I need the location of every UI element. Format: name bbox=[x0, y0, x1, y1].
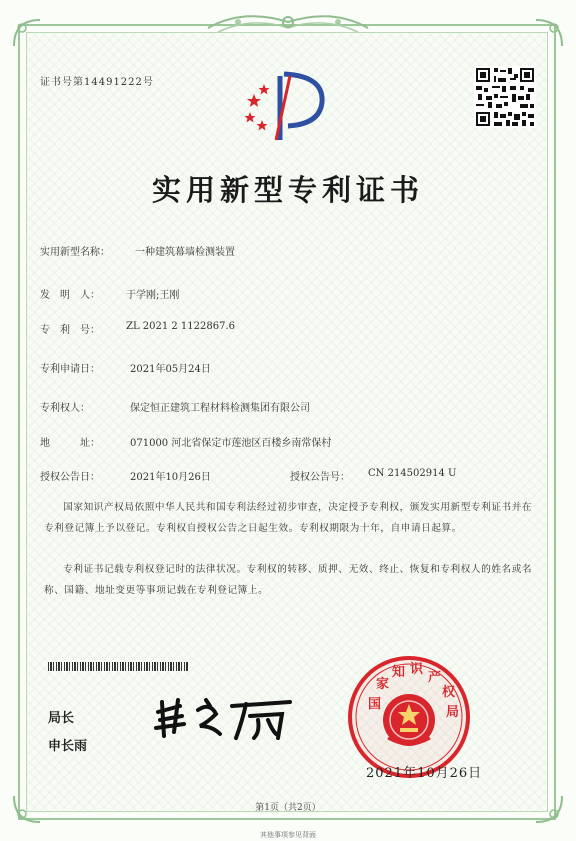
director-title: 局长 bbox=[48, 711, 75, 726]
patent-number-value: ZL 2021 2 1122867.6 bbox=[126, 321, 236, 332]
corner-ornament-top-left bbox=[10, 16, 44, 50]
director-name: 申长雨 bbox=[48, 739, 88, 754]
svg-text:产: 产 bbox=[428, 670, 442, 685]
svg-text:权: 权 bbox=[442, 685, 456, 700]
svg-text:局: 局 bbox=[446, 705, 460, 720]
page-number: 第1页（共2页） bbox=[255, 803, 321, 813]
seal-date: 2021年10月26日 bbox=[366, 766, 483, 781]
patentee-value: 保定恒正建筑工程材料检测集团有限公司 bbox=[130, 403, 310, 414]
svg-text:国: 国 bbox=[368, 697, 382, 712]
patent-number-label: 专 利 号： bbox=[40, 325, 100, 336]
barcode bbox=[48, 662, 188, 671]
utility-model-name-value: 一种建筑幕墙检测装置 bbox=[135, 247, 235, 258]
certificate-number: 证书号第14491222号 bbox=[40, 77, 154, 88]
handwritten-signature bbox=[150, 692, 300, 752]
patentee-label: 专利权人： bbox=[40, 403, 90, 414]
svg-text:家: 家 bbox=[376, 677, 390, 692]
address-label: 地 址： bbox=[40, 438, 100, 449]
grant-number-label: 授权公告号： bbox=[290, 472, 350, 483]
top-ornament bbox=[198, 8, 378, 38]
filing-date-label: 专利申请日： bbox=[40, 364, 100, 375]
address-value: 071000 河北省保定市莲池区百楼乡南常保村 bbox=[130, 438, 332, 449]
cnipa-logo-icon bbox=[240, 66, 332, 146]
svg-text:识: 识 bbox=[410, 662, 424, 677]
grant-statement-paragraph: 国家知识产权局依照中华人民共和国专利法经过初步审查，决定授予专利权，颁发实用新型专利证书并在专利登记簿上予以登记。专利权自授权公告之日起生效。专利权期限为十年，自申请日起算。 bbox=[44, 502, 533, 534]
certificate-title: 实用新型专利证书 bbox=[151, 173, 424, 207]
qr-code-icon bbox=[474, 66, 536, 128]
corner-ornament-top-right bbox=[532, 16, 566, 50]
grant-date-label: 授权公告日： bbox=[40, 472, 100, 483]
inventor-value: 于学刚;王刚 bbox=[126, 290, 180, 301]
footer-note: 其他事项参见背面 bbox=[260, 831, 316, 839]
legal-status-paragraph: 专利证书记载专利权登记时的法律状况。专利权的转移、质押、无效、终止、恢复和专利权人的姓名或名称、国籍、地址变更等事项记载在专利登记簿上。 bbox=[44, 564, 533, 596]
grant-date-value: 2021年10月26日 bbox=[130, 472, 211, 483]
svg-text:知: 知 bbox=[392, 665, 406, 680]
utility-model-name-label: 实用新型名称： bbox=[40, 247, 110, 258]
grant-number-value: CN 214502914 U bbox=[368, 468, 457, 479]
filing-date-value: 2021年05月24日 bbox=[130, 364, 211, 375]
inventor-label: 发 明 人： bbox=[40, 290, 100, 301]
